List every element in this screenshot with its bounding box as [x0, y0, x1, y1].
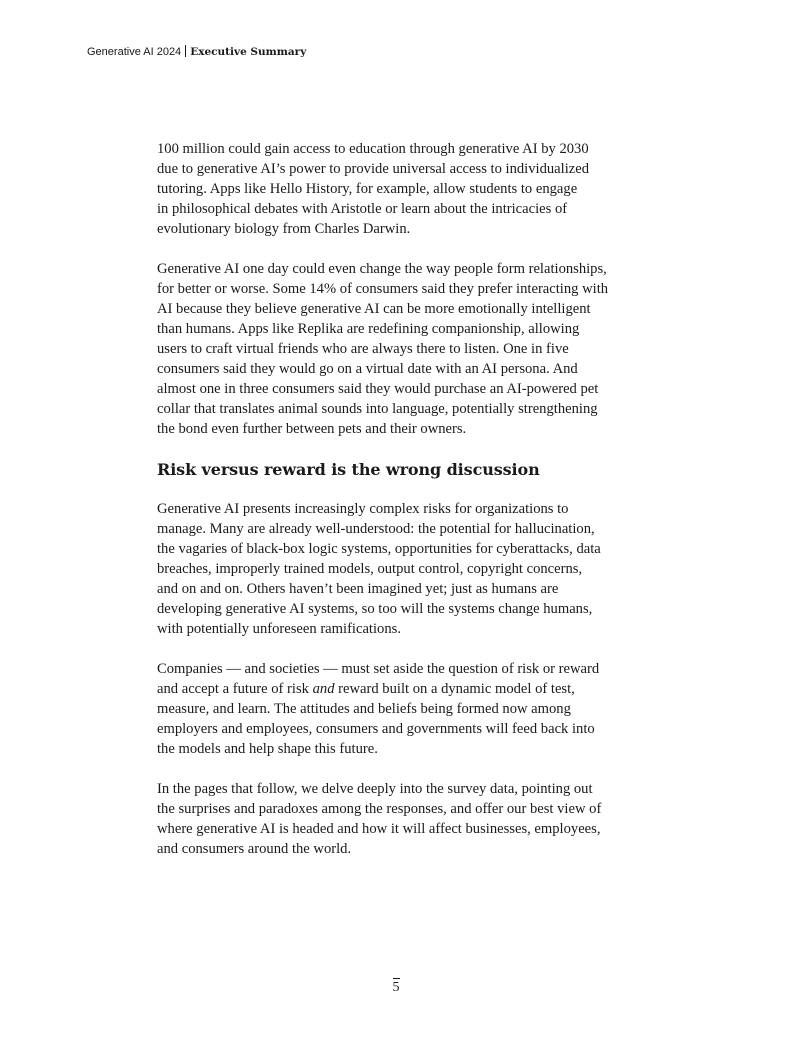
text-line: evolutionary biology from Charles Darwin.: [157, 221, 411, 237]
text-line: where generative AI is headed and how it will affect businesses, employees,: [157, 821, 601, 837]
text-line: Generative AI presents increasingly complex risks for organizations to: [157, 501, 569, 517]
text-line: collar that translates animal sounds into language, potentially strengthening: [157, 401, 598, 417]
text-line: and on and on. Others haven’t been imagined yet; just as humans are: [157, 581, 559, 597]
text-line: in philosophical debates with Aristotle or learn about the intricacies of: [157, 201, 568, 217]
text-line: the bond even further between pets and their owners.: [157, 421, 467, 437]
paragraph-outlook: [157, 779, 647, 859]
section-heading: Risk versus reward is the wrong discussion: [157, 460, 540, 479]
emphasis-and: and: [312, 681, 335, 697]
text-run: reward built on a dynamic model of test,: [334, 681, 575, 697]
body-content: [157, 139, 647, 879]
paragraph-relationships: [157, 259, 647, 439]
text-run: and accept a future of risk: [157, 681, 313, 697]
text-line: measure, and learn. The attitudes and beliefs being formed now among: [157, 701, 571, 717]
text-line: manage. Many are already well-understood: the potential for hallucination,: [157, 521, 595, 537]
running-header: [87, 45, 306, 58]
text-line: AI because they believe generative AI can be more emotionally intelligent: [157, 301, 591, 317]
text-line: for better or worse. Some 14% of consumers said they prefer interacting with: [157, 281, 609, 297]
text-line: the models and help shape this future.: [157, 741, 378, 757]
page-number-value: 5: [392, 980, 400, 995]
paragraph-companies: [157, 659, 647, 759]
page-number-rule: [393, 978, 400, 979]
text-line: developing generative AI systems, so too will the systems change humans,: [157, 601, 593, 617]
text-line: 100 million could gain access to education through generative AI by 2030: [157, 141, 589, 157]
text-line: than humans. Apps like Replika are redefining companionship, allowing: [157, 321, 580, 337]
paragraph-education: [157, 139, 647, 239]
text-line: In the pages that follow, we delve deeply into the survey data, pointing out: [157, 781, 593, 797]
text-line: the surprises and paradoxes among the responses, and offer our best view of: [157, 801, 602, 817]
text-line: Companies — and societies — must set aside the question of risk or reward: [157, 661, 600, 677]
text-line: employers and employees, consumers and governments will feed back into: [157, 721, 595, 737]
text-line: tutoring. Apps like Hello History, for example, allow students to engage: [157, 181, 578, 197]
text-line: Generative AI one day could even change the way people form relationships,: [157, 261, 607, 277]
text-line: with potentially unforeseen ramifications.: [157, 621, 401, 637]
page-number: [380, 978, 412, 996]
publication-title: Generative AI 2024: [87, 46, 182, 58]
text-line: [157, 679, 647, 699]
text-line: consumers said they would go on a virtual date with an AI persona. And: [157, 361, 578, 377]
text-line: the vagaries of black-box logic systems, opportunities for cyberattacks, data: [157, 541, 601, 557]
text-line: breaches, improperly trained models, output control, copyright concerns,: [157, 561, 583, 577]
text-line: almost one in three consumers said they would purchase an AI-powered pet: [157, 381, 599, 397]
paragraph-risks: [157, 499, 647, 639]
section-title: Executive Summary: [190, 46, 307, 58]
text-line: users to craft virtual friends who are always there to listen. One in five: [157, 341, 569, 357]
header-divider: [185, 45, 186, 57]
text-line: due to generative AI’s power to provide universal access to individualized: [157, 161, 590, 177]
text-line: and consumers around the world.: [157, 841, 352, 857]
